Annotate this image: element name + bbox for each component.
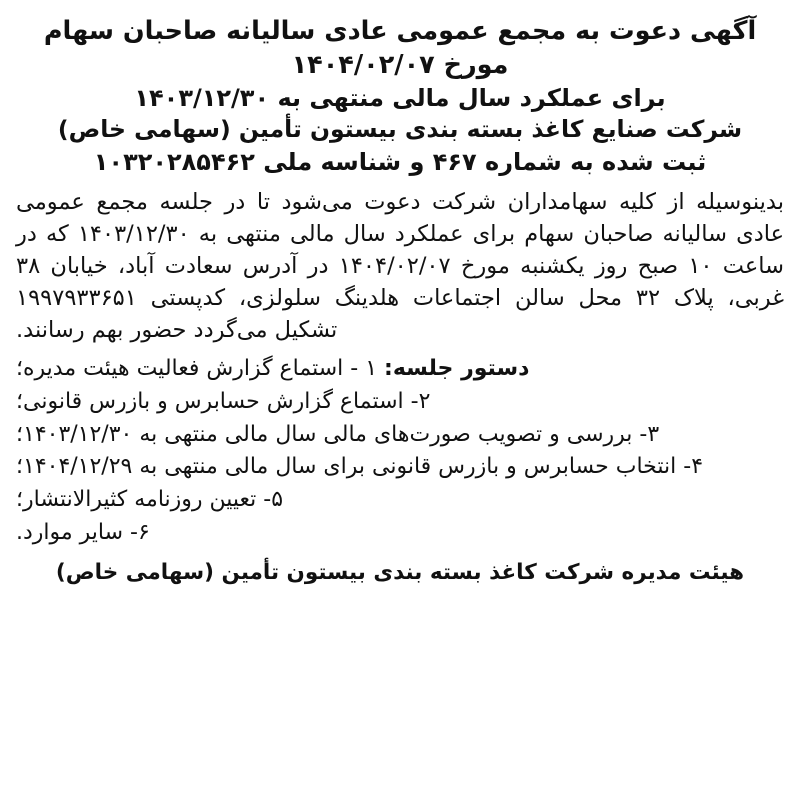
agenda-item-1-text: ۱ - استماع گزارش فعالیت هیئت مدیره؛ <box>16 355 378 381</box>
agenda-item-2: ۲- استماع گزارش حسابرس و بازرس قانونی؛ <box>16 388 431 414</box>
page-title <box>16 14 784 178</box>
headline-line-5: ثبت شده به شماره ۴۶۷ و شناسه ملی ۱۰۳۲۰۲۸۵۴۶۲ <box>93 147 707 176</box>
signature-line: هیئت مدیره شرکت کاغذ بسته بندی بیستون تأمین (سهامی خاص) <box>55 560 745 586</box>
agenda-label: دستور جلسه: <box>384 355 530 381</box>
headline-line-2: مورخ ۱۴۰۴/۰۲/۰۷ <box>291 50 509 81</box>
agenda-item-1 <box>16 353 784 385</box>
invitation-paragraph: بدینوسیله از کلیه سهامداران شرکت دعوت می‌شود تا در جلسه مجمع عمومی عادی سالیانه صاحبان سهام برای عملکرد سال مالی منتهی به ۱۴۰۳/۱۲/۳۰ که در ساعت ۱۰ صبح روز یکشنبه مورخ ۱۴۰۴/۰۲/۰۷ در آدرس سعادت آباد، خیابان ۳۸ غربی، پلاک ۳۲ محل سالن اجتماعات هلدینگ سلولزی، کدپستی ۱۹۹۷۹۳۳۶۵۱ تشکیل می‌گردد حضور بهم رسانند. <box>16 189 784 343</box>
agenda-item-6: ۶- سایر موارد. <box>16 520 150 546</box>
headline-line-3: برای عملکرد سال مالی منتهی به ۱۴۰۳/۱۲/۳۰ <box>134 84 666 113</box>
agenda-item-4: ۴- انتخاب حسابرس و بازرس قانونی برای سال مالی منتهی به ۱۴۰۴/۱۲/۲۹؛ <box>16 454 704 480</box>
agenda-item-5: ۵- تعیین روزنامه کثیرالانتشار؛ <box>16 487 284 513</box>
agenda-item-3: ۳- بررسی و تصویب صورت‌های مالی سال مالی منتهی به ۱۴۰۳/۱۲/۳۰؛ <box>16 421 660 447</box>
headline-line-1: آگهی دعوت به مجمع عمومی عادی سالیانه صاحبان سهام <box>43 16 757 46</box>
invitation-body <box>16 187 784 347</box>
headline-line-4: شرکت صنایع کاغذ بسته بندی بیستون تأمین (سهامی خاص) <box>57 115 743 144</box>
agenda-section <box>16 353 784 550</box>
